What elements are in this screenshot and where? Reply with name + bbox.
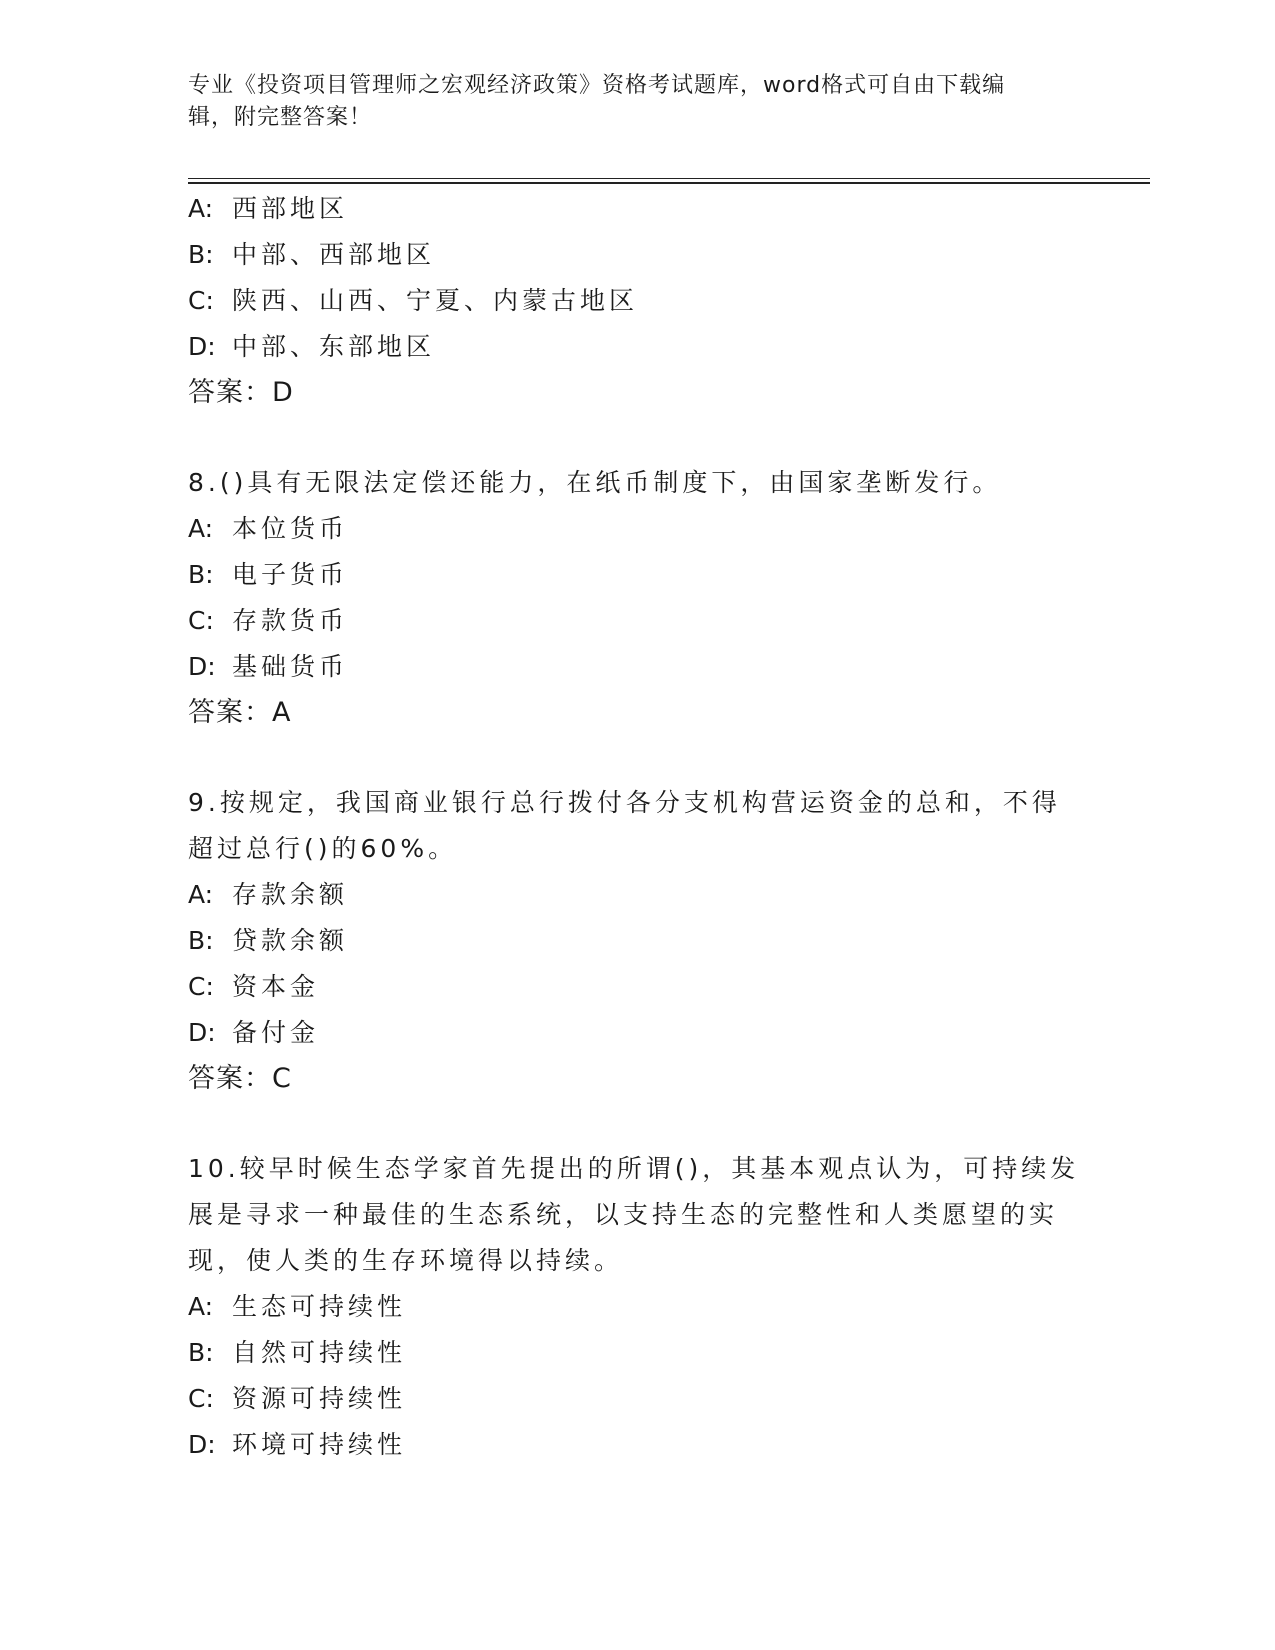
option-text: 环境可持续性 (232, 1430, 407, 1459)
option-text: 生态可持续性 (232, 1292, 407, 1321)
option-label: C: (188, 286, 214, 315)
option-label: C: (188, 606, 214, 635)
option-c (188, 598, 1088, 644)
option-a (188, 186, 1088, 232)
option-text: 基础货币 (232, 652, 349, 681)
option-label: D: (188, 1018, 216, 1047)
question-text: 9.按规定，我国商业银行总行拨付各分支机构营运资金的总和，不得 (188, 788, 1061, 817)
option-text: 自然可持续性 (232, 1338, 407, 1367)
option-d (188, 1010, 1088, 1056)
option-text: 陕西、山西、宁夏、内蒙古地区 (232, 286, 639, 315)
option-d (188, 1422, 1088, 1468)
option-text: 资源可持续性 (232, 1384, 407, 1413)
answer-line: 答案：D (188, 377, 294, 408)
question-list (188, 186, 1088, 1468)
header-line-1: 专业《投资项目管理师之宏观经济政策》资格考试题库，word格式可自由下载编 (188, 73, 1006, 98)
option-label: A: (188, 194, 214, 223)
option-text: 西部地区 (232, 194, 349, 223)
answer-line: 答案：C (188, 1063, 292, 1094)
option-text: 贷款余额 (232, 926, 349, 955)
question-7 (188, 186, 1088, 416)
option-label: D: (188, 332, 216, 361)
option-label: D: (188, 1430, 216, 1459)
option-c (188, 964, 1088, 1010)
option-a (188, 506, 1088, 552)
option-label: A: (188, 880, 214, 909)
option-b (188, 1330, 1088, 1376)
question-8 (188, 460, 1088, 736)
question-text: 超过总行()的60%。 (188, 834, 458, 863)
option-label: B: (188, 560, 214, 589)
option-label: A: (188, 514, 214, 543)
option-b (188, 232, 1088, 278)
option-text: 本位货币 (232, 514, 349, 543)
option-label: C: (188, 1384, 214, 1413)
option-text: 存款余额 (232, 880, 349, 909)
option-label: B: (188, 1338, 214, 1367)
option-label: D: (188, 652, 216, 681)
question-text: 现，使人类的生存环境得以持续。 (188, 1246, 624, 1275)
question-text: 10.较早时候生态学家首先提出的所谓()，其基本观点认为，可持续发 (188, 1154, 1080, 1183)
option-text: 资本金 (232, 972, 320, 1001)
answer-line: 答案：A (188, 697, 292, 728)
header-rule-thin (188, 178, 1150, 179)
header-rule-thick (188, 182, 1150, 184)
option-label: B: (188, 926, 214, 955)
document-header (188, 70, 1088, 134)
option-label: B: (188, 240, 214, 269)
question-9 (188, 780, 1088, 1102)
question-10 (188, 1146, 1088, 1468)
option-b (188, 552, 1088, 598)
option-label: C: (188, 972, 214, 1001)
option-a (188, 1284, 1088, 1330)
option-b (188, 918, 1088, 964)
option-text: 中部、东部地区 (232, 332, 436, 361)
option-text: 存款货币 (232, 606, 349, 635)
option-c (188, 1376, 1088, 1422)
option-text: 中部、西部地区 (232, 240, 436, 269)
header-line-2: 辑，附完整答案！ (188, 105, 373, 130)
question-text: 展是寻求一种最佳的生态系统，以支持生态的完整性和人类愿望的实 (188, 1200, 1059, 1229)
option-c (188, 278, 1088, 324)
question-text: 8.()具有无限法定偿还能力，在纸币制度下，由国家垄断发行。 (188, 468, 1002, 497)
option-d (188, 644, 1088, 690)
option-text: 备付金 (232, 1018, 320, 1047)
option-a (188, 872, 1088, 918)
option-label: A: (188, 1292, 214, 1321)
option-d (188, 324, 1088, 370)
option-text: 电子货币 (232, 560, 349, 589)
